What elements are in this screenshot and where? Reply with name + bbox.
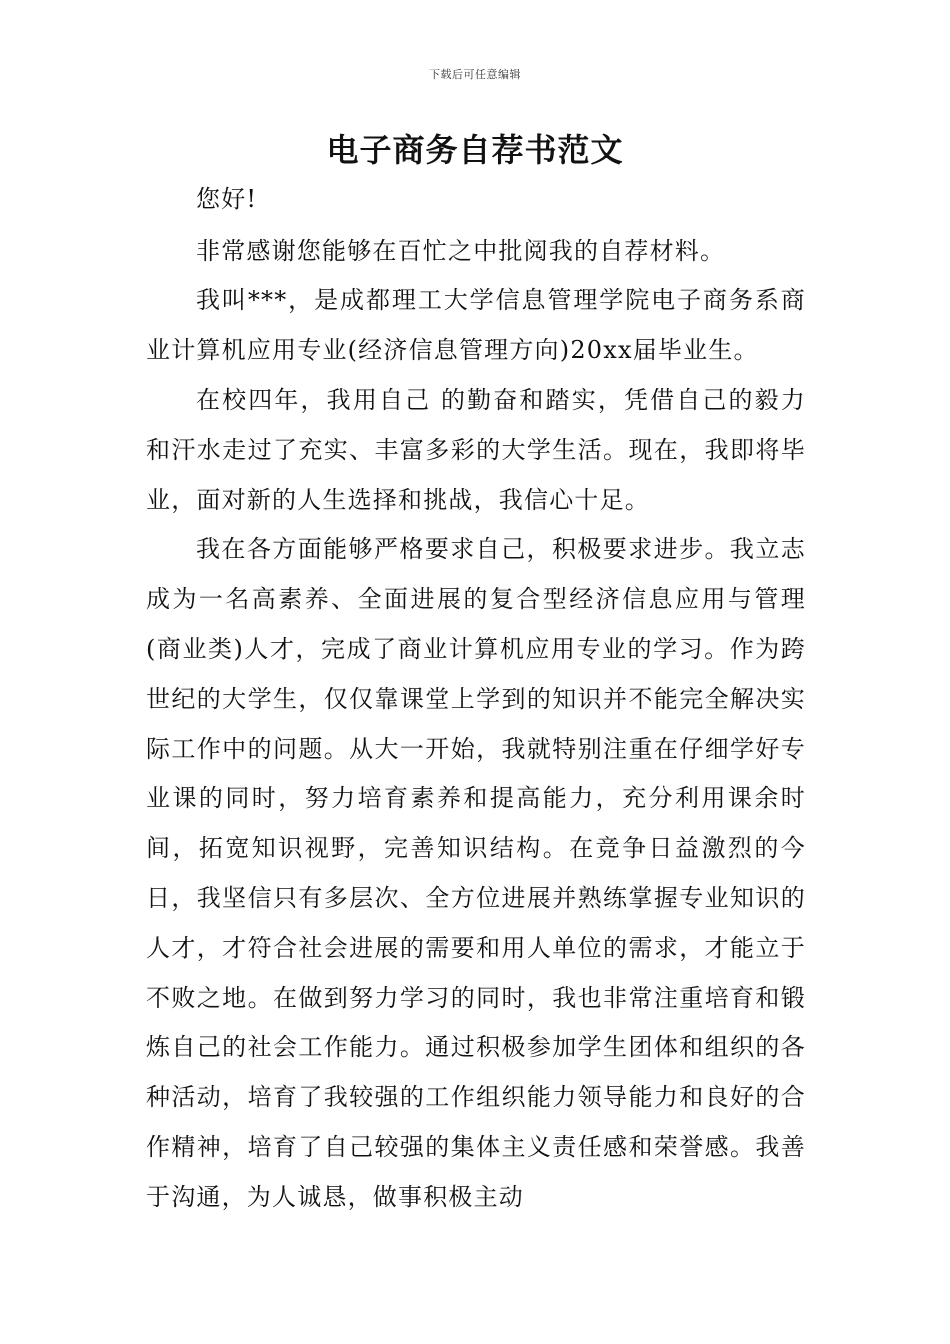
self-assessment-paragraph: 我在各方面能够严格要求自己，积极要求进步。我立志成为一名高素养、全面进展的复合型经济信息应用与管理(商业类)人才，完成了商业计算机应用专业的学习。作为跨世纪的大学生，仅仅靠课堂上学到的知识并不能完全解决实际工作中的问题。从大一开始，我就特别注重在仔细学好专业课的同时，努力培育素养和提高能力，充分利用课余时间，拓宽知识视野，完善知识结构。在竞争日益激烈的今日，我坚信只有多层次、全方位进展并熟练掌握专业知识的人才，才符合社会进展的需要和用人单位的需求，才能立于不败之地。在做到努力学习的同时，我也非常注重培育和锻炼自己的社会工作能力。通过积极参加学生团体和组织的各种活动，培育了我较强的工作组织能力领导能力和良好的合作精神，培育了自己较强的集体主义责任感和荣誉感。我善于沟通，为人诚恳，做事积极主动 [146,535,806,1211]
header-note: 下载后可任意编辑 [429,68,521,81]
introduction-paragraph: 我叫***，是成都理工大学信息管理学院电子商务系商业计算机应用专业(经济信息管理方向)20xx届毕业生。 [146,286,806,365]
greeting-paragraph: 您好! [196,185,258,213]
campus-life-paragraph: 在校四年，我用自己 的勤奋和踏实，凭借自己的毅力和汗水走过了充实、丰富多彩的大学生活。现在，我即将毕业，面对新的人生选择和挑战，我信心十足。 [146,385,806,514]
thanks-paragraph: 非常感谢您能够在百忙之中批阅我的自荐材料。 [196,236,726,265]
document-title: 电子商务自荐书范文 [326,131,624,169]
document-body [146,175,806,1223]
